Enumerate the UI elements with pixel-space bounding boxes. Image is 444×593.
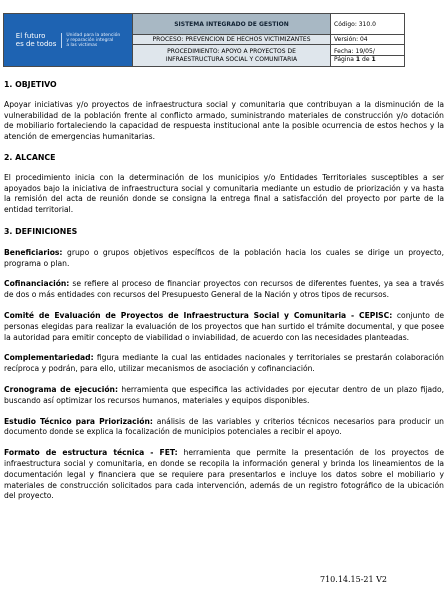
definition-term: Cronograma de ejecución: bbox=[4, 384, 118, 394]
definition-term: Formato de estructura técnica - FET: bbox=[4, 448, 178, 458]
definition-item bbox=[4, 417, 444, 439]
definition-text: conjunto de personas elegidas para realizar la evaluación de los proyectos que han surtido el trámite documental, y que posee la autoridad para emitir concepto de viabilidad o inviabilidad, de acuerdo con las necesidades planteadas. bbox=[4, 310, 444, 342]
document-date: Fecha: 19/05/ bbox=[334, 48, 375, 55]
definition-term: Cofinanciación: bbox=[4, 279, 70, 289]
logo-main-text: El futuro es de todos bbox=[15, 32, 57, 48]
definition-text: se refiere al proceso de financiar proyectos con recursos de diferentes fuentes, ya sea a través de dos o más entidades con recursos del Presupuesto General de la Nación y otros tipos de recursos. bbox=[4, 279, 444, 300]
definition-term: Comité de Evaluación de Proyectos de Infraestructura Social y Comunitaria - CEPISC: bbox=[4, 310, 393, 320]
alcance-text: El procedimiento inicia con la determinación de los municipios y/o Entidades Territoriales susceptibles a ser apoyados bajo la iniciativa de infraestructura social y comunitaria mediante un estudio de priorización y va hasta la remisión del acta de reunión donde se consigna la entrega final a satisfacción del proyecto por parte de la entidad territorial. bbox=[4, 172, 444, 215]
definition-text: grupo o grupos objetivos específicos de la población hacia los cuales se dirige un proyecto, programa o plan. bbox=[4, 247, 444, 268]
definition-text: herramienta que permite la presentación de los proyectos de infraestructura social y comunitaria, en donde se recopila la información general y brinda los lineamientos de la documentación legal y financiera que se requiere para presentarlos e incluye los datos sobre el mobiliario y materiales de construcción solicitados para cada intervención, además de un registro fotográfico de la ubicación del proyecto. bbox=[4, 448, 444, 501]
definition-item bbox=[4, 385, 444, 407]
definition-item bbox=[4, 448, 444, 502]
definition-term: Beneficiarios: bbox=[4, 247, 63, 257]
section-title-definiciones: 3. DEFINICIONES bbox=[4, 226, 78, 236]
date-and-page bbox=[331, 45, 405, 67]
section-title-alcance: 2. ALCANCE bbox=[4, 152, 56, 162]
document-code: Código: 310.0 bbox=[331, 14, 405, 35]
definition-item bbox=[4, 248, 444, 270]
definition-item bbox=[4, 353, 444, 375]
institution-logo bbox=[4, 14, 132, 66]
document-version: Versión: 04 bbox=[331, 35, 405, 45]
system-title: SISTEMA INTEGRADO DE GESTION bbox=[133, 14, 331, 35]
logo-sub-text: Unidad para la atención y reparación integral a las víctimas bbox=[61, 33, 120, 48]
objetivo-text: Apoyar iniciativas y/o proyectos de infraestructura social y comunitaria que contribuyan a la disminución de la vulnerabilidad de la población frente al conflicto armado, suministrando materiales de construcción y/o dotación de mobiliario fortaleciendo la capacidad de respuesta institucional ante la posible ocurrencia de estos hechos y la atención de emergencias humanitarias. bbox=[4, 99, 444, 142]
definition-text: análisis de las variables y criterios técnicos necesarios para producir un documento donde se explica la focalización de municipios potenciales a recibir el apoyo. bbox=[4, 416, 444, 437]
process-name: PROCESO: PREVENCION DE HECHOS VICTIMIZANTES bbox=[133, 35, 331, 45]
definition-term: Estudio Técnico para Priorización: bbox=[4, 416, 153, 426]
logo-cell bbox=[4, 14, 133, 67]
definition-text: figura mediante la cual las entidades nacionales y territoriales se prestarán colaboración recíproca y podrán, para ello, utilizar mecanismos de asociación y cofinanciación. bbox=[4, 353, 444, 374]
definition-text: herramienta que especifica las actividades por ejecutar dentro de un plazo fijado, buscando así optimizar los recursos humanos, materiales y equipos disponibles. bbox=[4, 384, 444, 405]
page-indicator: Página 1 de 1 bbox=[331, 55, 404, 63]
definition-item bbox=[4, 311, 444, 343]
section-title-objetivo: 1. OBJETIVO bbox=[4, 80, 57, 89]
document-body bbox=[4, 80, 444, 502]
footer-form-code: 710.14.15-21 V2 bbox=[320, 575, 388, 584]
procedure-name: PROCEDIMIENTO: APOYO A PROYECTOS DE INFRAESTRUCTURA SOCIAL Y COMUNITARIA bbox=[133, 45, 331, 67]
definition-term: Complementariedad: bbox=[4, 353, 94, 363]
definition-item bbox=[4, 279, 444, 301]
document-header bbox=[3, 13, 405, 67]
